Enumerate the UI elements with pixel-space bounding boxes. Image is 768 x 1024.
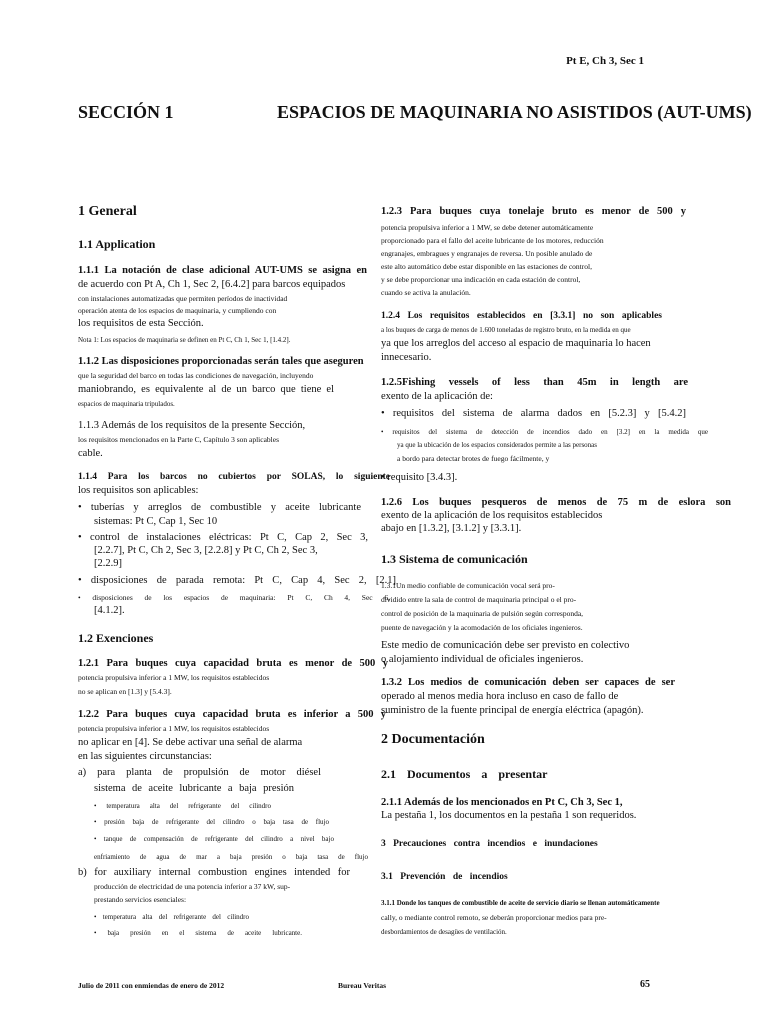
list-item: • baja presión en el sistema de aceite lubricante. — [94, 929, 302, 937]
heading-3: 3 Precauciones contra incendios e inundaciones — [381, 839, 598, 849]
para-1-2-5: 1.2.5Fishing vessels of less than 45m in length are — [381, 377, 688, 388]
text-line: a bordo para detectar brotes de fuego fácilmente, y — [397, 454, 550, 463]
heading-2-1: 2.1 Documentos a presentar — [381, 767, 548, 781]
para-1-2-4: 1.2.4 Los requisitos establecidos en [3.3.1] no son aplicables — [381, 311, 662, 321]
heading-3-1: 3.1 Prevención de incendios — [381, 872, 508, 882]
text-line: ya que los arreglos del acceso al espacio de maquinaria lo hacen — [381, 338, 651, 349]
text-line: los requisitos son aplicables: — [78, 485, 199, 496]
text-line: que la seguridad del barco en todas las condiciones de navegación, incluyendo — [78, 371, 314, 380]
text-line: [2.2.7], Pt C, Ch 2, Sec 3, [2.2.8] y Pt C, Ch 2, Sec 3, — [94, 545, 318, 556]
list-item: • temperatura alta del refrigerante del cilindro — [94, 802, 271, 810]
text-line: [2.2.9] — [94, 558, 122, 569]
heading-1-1: 1.1 Application — [78, 237, 156, 251]
text-line: operación atenta de los espacios de maquinaria, y cumpliendo con — [78, 306, 277, 315]
list-item: • tuberías y arreglos de combustible y aceite lubricante — [78, 502, 361, 513]
text-line: a los buques de carga de menos de 1.600 toneladas de registro bruto, en la medida en que — [381, 326, 631, 334]
text-line: los requisitos de esta Sección. — [78, 318, 204, 329]
para-1-1-2: 1.1.2 Las disposiciones proporcionadas serán tales que aseguren — [78, 356, 364, 367]
text-line: desbordamientos de desagües de ventilación. — [381, 928, 507, 936]
footer-publisher: Bureau Veritas — [338, 981, 386, 990]
section-title: ESPACIOS DE MAQUINARIA NO ASISTIDOS (AUT-UMS) — [277, 102, 752, 122]
note-1: Nota 1: Los espacios de maquinaria se definen en Pt C, Ch 1, Sec 1, [1.4.2]. — [78, 336, 291, 344]
list-item: b) for auxiliary internal combustion engines intended for — [78, 867, 350, 878]
text-line: espacios de maquinaria tripulados. — [78, 400, 175, 408]
page-number: 65 — [640, 979, 650, 990]
text-line: prestando servicios esenciales: — [94, 895, 187, 904]
text-line: control de posición de la maquinaria de pulsión según corresponda, — [381, 609, 584, 618]
heading-1-3: 1.3 Sistema de comunicación — [381, 552, 528, 566]
text-line: abajo en [1.3.2], [3.1.2] y [3.3.1]. — [381, 523, 522, 534]
list-item: • tanque de compensación de refrigerante del cilindro a nivel bajo — [94, 835, 334, 843]
para-1-2-6: 1.2.6 Los buques pesqueros de menos de 75 m de eslora son — [381, 497, 731, 508]
list-item: • control de instalaciones eléctricas: Pt C, Cap 2, Sec 3, — [78, 532, 368, 543]
text-line: suministro de la fuente principal de energía eléctrica (apagón). — [381, 705, 644, 716]
text-line: con instalaciones automatizadas que permiten períodos de inactividad — [78, 294, 288, 303]
heading-1: 1 General — [78, 204, 137, 219]
text-line: enfriamiento de agua de mar a baja presión o baja tasa de flujo — [94, 853, 368, 861]
text-line: cally, o mediante control remoto, se deberán proporcionar medios para pre- — [381, 913, 607, 922]
text-line: los requisitos mencionados en la Parte C, Capítulo 3 son aplicables — [78, 435, 280, 444]
text-line: sistema de aceite lubricante a baja presión — [94, 783, 294, 794]
para-1-3-1: 1.3.1Un medio confiable de comunicación vocal será pro- — [381, 581, 555, 590]
text-line: ya que la ubicación de los espacios considerados permite a las personas — [397, 441, 598, 449]
para-2-1-1: 2.1.1 Además de los mencionados en Pt C, Ch 3, Sec 1, — [381, 797, 623, 808]
para-1-2-3: 1.2.3 Para buques cuya tonelaje bruto es menor de 500 y — [381, 206, 686, 217]
text-line: exento de la aplicación de los requisitos establecidos — [381, 510, 603, 521]
para-1-2-1: 1.2.1 Para buques cuya capacidad bruta es menor de 500 y — [78, 658, 388, 669]
text-line: no aplicar en [4]. Se debe activar una señal de alarma — [78, 737, 303, 748]
list-item: • requisitos del sistema de alarma dados en [5.2.3] y [5.4.2] — [381, 408, 686, 419]
text-line: en las siguientes circunstancias: — [78, 751, 212, 762]
running-head: Pt E, Ch 3, Sec 1 — [566, 55, 644, 67]
text-line: producción de electricidad de una potencia inferior a 37 kW, sup- — [94, 882, 291, 891]
text-line: no se aplican en [1.3] y [5.4.3]. — [78, 687, 172, 696]
text-line: operado al menos media hora incluso en caso de fallo de — [381, 691, 619, 702]
text-line: puente de navegación y la acomodación de los oficiales ingenieros. — [381, 623, 583, 632]
text-line: o alojamiento individual de oficiales ingenieros. — [381, 654, 584, 665]
para-1-2-2: 1.2.2 Para buques cuya capacidad bruta es inferior a 500 y — [78, 709, 386, 720]
para-3-1-1: 3.1.1 Donde los tanques de combustible de aceite de servicio diario se llenan automáticamente — [381, 899, 660, 907]
text-line: maniobrando, es equivalente al de un barco que tiene el — [78, 384, 334, 395]
list-item: • presión baja de refrigerante del cilindro o baja tasa de flujo — [94, 818, 329, 826]
text-line: engranajes, embragues y engranajes de reversa. Un posible anulado de — [381, 249, 593, 258]
text-line: potencia propulsiva inferior a 1 MW, los requisitos establecidos — [78, 724, 270, 733]
text-line: Este medio de comunicación debe ser previsto en colectivo — [381, 640, 630, 651]
text-line: de acuerdo con Pt A, Ch 1, Sec 2, [6.4.2] para barcos equipados — [78, 279, 346, 290]
text-line: potencia propulsiva inferior a 1 MW, los requisitos establecidos — [78, 673, 270, 682]
text-line: proporcionado para el fallo del aceite lubricante de los motores, reducción — [381, 236, 604, 245]
para-1-1-1: 1.1.1 La notación de clase adicional AUT-UMS se asigna en — [78, 265, 367, 276]
text-line: y se debe proporcionar una indicación en cada estación de control, — [381, 275, 581, 284]
list-item: • disposiciones de los espacios de maquinaria: Pt C, Ch 4, Sec 6, — [78, 593, 390, 602]
list-item: • temperatura alta del refrigerante del cilindro — [94, 913, 249, 921]
list-item: • disposiciones de parada remota: Pt C, Cap 4, Sec 2, [2.1] — [78, 575, 396, 586]
heading-1-2: 1.2 Exenciones — [78, 631, 154, 645]
list-item: • requisitos del sistema de detección de incendios dado en [3.2] en la medida que — [381, 428, 708, 436]
text-line: cable. — [78, 448, 103, 459]
para-1-1-4: 1.1.4 Para los barcos no cubiertos por SOLAS, lo siguiente — [78, 472, 390, 482]
para-1-1-3: 1.1.3 Además de los requisitos de la presente Sección, — [78, 420, 306, 431]
text-line: cuando se activa la anulación. — [381, 288, 471, 297]
list-item: • requisito [3.4.3]. — [381, 472, 458, 483]
section-number: SECCIÓN 1 — [78, 102, 174, 122]
text-line: innecesario. — [381, 352, 432, 363]
text-line: dividido entre la sala de control de maquinaria principal o el pro- — [381, 595, 577, 604]
text-line: sistemas: Pt C, Cap 1, Sec 10 — [94, 516, 218, 527]
para-1-3-2: 1.3.2 Los medios de comunicación deben ser capaces de ser — [381, 677, 675, 688]
list-item: a) para planta de propulsión de motor diésel — [78, 767, 321, 778]
footer-date: Julio de 2011 con enmiendas de enero de 2012 — [78, 981, 225, 990]
text-line: potencia propulsiva inferior a 1 MW, se debe detener automáticamente — [381, 223, 594, 232]
text-line: [4.1.2]. — [94, 605, 125, 616]
text-line: este alto automático debe estar disponible en las estaciones de control, — [381, 262, 592, 271]
text-line: La pestaña 1, los documentos en la pestaña 1 son requeridos. — [381, 810, 637, 821]
text-line: exento de la aplicación de: — [381, 391, 493, 402]
heading-2: 2 Documentación — [381, 732, 485, 747]
